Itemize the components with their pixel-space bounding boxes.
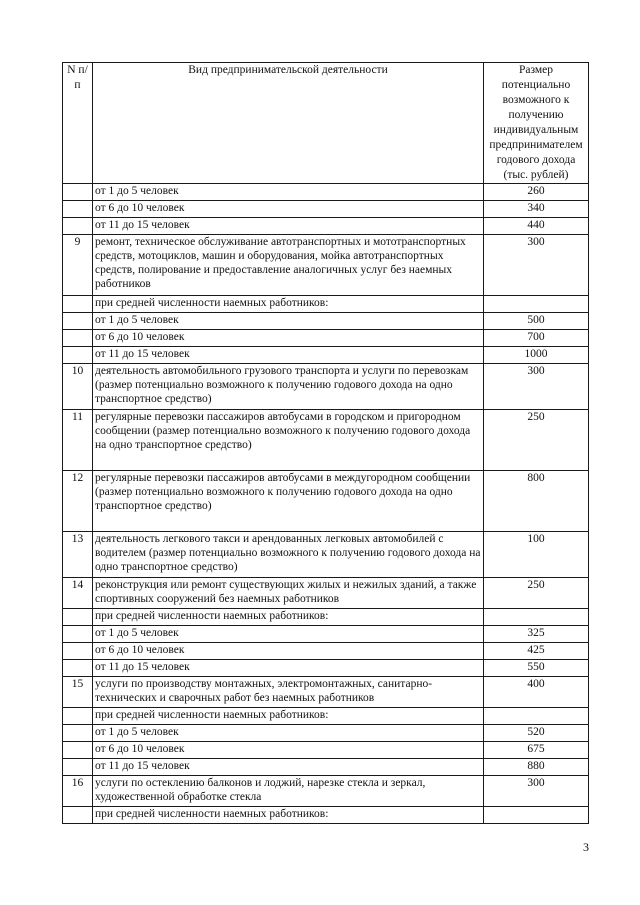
table-row xyxy=(63,660,589,677)
row-activity: от 11 до 15 человек xyxy=(93,759,484,776)
row-number xyxy=(63,347,93,364)
row-activity: от 11 до 15 человек xyxy=(93,347,484,364)
row-activity: от 1 до 5 человек xyxy=(93,626,484,643)
table-row xyxy=(63,725,589,742)
row-activity: при средней численности наемных работников: xyxy=(93,609,484,626)
row-number: 15 xyxy=(63,677,93,708)
table-row xyxy=(63,410,589,471)
table-row xyxy=(63,201,589,218)
row-number xyxy=(63,643,93,660)
row-number: 11 xyxy=(63,410,93,471)
row-number: 13 xyxy=(63,532,93,578)
row-activity: регулярные перевозки пассажиров автобусами в междугородном сообщении (размер потенциально возможного к получению годового дохода на одно транспортное средство) xyxy=(93,471,484,532)
row-activity: регулярные перевозки пассажиров автобусами в городском и пригородном сообщении (размер потенциально возможного к получению годового дохода на одно транспортное средство) xyxy=(93,410,484,471)
row-activity: реконструкция или ремонт существующих жилых и нежилых зданий, а также спортивных сооружений без наемных работников xyxy=(93,578,484,609)
row-number xyxy=(63,609,93,626)
row-income-value: 300 xyxy=(484,776,589,807)
table-row xyxy=(63,296,589,313)
row-activity: деятельность автомобильного грузового транспорта и услуги по перевозкам (размер потенциально возможного к получению годового дохода на одно транспортное средство) xyxy=(93,364,484,410)
row-number: 9 xyxy=(63,235,93,296)
row-income-value: 300 xyxy=(484,364,589,410)
table-row xyxy=(63,609,589,626)
row-income-value xyxy=(484,807,589,824)
table-row xyxy=(63,643,589,660)
table-row xyxy=(63,235,589,296)
row-number xyxy=(63,807,93,824)
row-activity: услуги по производству монтажных, электромонтажных, санитарно-технических и сварочных работ без наемных работников xyxy=(93,677,484,708)
row-income-value xyxy=(484,609,589,626)
header-number: N п/п xyxy=(63,63,93,184)
row-number: 16 xyxy=(63,776,93,807)
row-activity: при средней численности наемных работников: xyxy=(93,807,484,824)
table-body xyxy=(63,184,589,824)
table-row xyxy=(63,759,589,776)
row-number xyxy=(63,626,93,643)
row-number xyxy=(63,725,93,742)
table-row xyxy=(63,708,589,725)
table-row xyxy=(63,184,589,201)
row-income-value: 500 xyxy=(484,313,589,330)
row-activity: ремонт, техническое обслуживание автотранспортных и мототранспортных средств, мотоциклов, машин и оборудования, мойка автотранспортных средств, полирование и предоставление аналогичных услуг без наемных работников xyxy=(93,235,484,296)
row-number xyxy=(63,201,93,218)
table-row xyxy=(63,218,589,235)
row-income-value xyxy=(484,296,589,313)
table-row xyxy=(63,626,589,643)
row-income-value: 325 xyxy=(484,626,589,643)
row-activity: от 6 до 10 человек xyxy=(93,330,484,347)
row-income-value: 700 xyxy=(484,330,589,347)
row-income-value: 675 xyxy=(484,742,589,759)
row-income-value: 880 xyxy=(484,759,589,776)
row-activity: услуги по остеклению балконов и лоджий, нарезке стекла и зеркал, художественной обработке стекла xyxy=(93,776,484,807)
row-income-value: 425 xyxy=(484,643,589,660)
table-header-row xyxy=(63,63,589,184)
table-row xyxy=(63,578,589,609)
table-row xyxy=(63,532,589,578)
row-activity: от 11 до 15 человек xyxy=(93,660,484,677)
row-income-value: 300 xyxy=(484,235,589,296)
row-number xyxy=(63,184,93,201)
row-number: 14 xyxy=(63,578,93,609)
row-income-value xyxy=(484,708,589,725)
row-activity: деятельность легкового такси и арендованных легковых автомобилей с водителем (размер потенциально возможного к получению годового дохода на одно транспортное средство) xyxy=(93,532,484,578)
row-activity: от 1 до 5 человек xyxy=(93,725,484,742)
row-number xyxy=(63,330,93,347)
row-number xyxy=(63,313,93,330)
row-activity: от 11 до 15 человек xyxy=(93,218,484,235)
row-income-value: 800 xyxy=(484,471,589,532)
row-number: 12 xyxy=(63,471,93,532)
row-number xyxy=(63,296,93,313)
row-income-value: 440 xyxy=(484,218,589,235)
table-row xyxy=(63,677,589,708)
row-number xyxy=(63,218,93,235)
row-income-value: 550 xyxy=(484,660,589,677)
row-income-value: 520 xyxy=(484,725,589,742)
table-row xyxy=(63,742,589,759)
table-row xyxy=(63,776,589,807)
table-row xyxy=(63,364,589,410)
row-number xyxy=(63,660,93,677)
row-income-value: 400 xyxy=(484,677,589,708)
table-row xyxy=(63,330,589,347)
income-table xyxy=(62,62,589,824)
header-income-size: Размер потенциально возможного к получению индивидуальным предпринимателем годового дохода (тыс. рублей) xyxy=(484,63,589,184)
row-activity: от 1 до 5 человек xyxy=(93,313,484,330)
row-activity: при средней численности наемных работников: xyxy=(93,708,484,725)
row-income-value: 260 xyxy=(484,184,589,201)
row-income-value: 250 xyxy=(484,578,589,609)
row-activity: от 6 до 10 человек xyxy=(93,643,484,660)
row-number xyxy=(63,742,93,759)
row-activity: при средней численности наемных работников: xyxy=(93,296,484,313)
row-activity: от 1 до 5 человек xyxy=(93,184,484,201)
row-income-value: 1000 xyxy=(484,347,589,364)
row-number xyxy=(63,708,93,725)
table-row xyxy=(63,313,589,330)
row-activity: от 6 до 10 человек xyxy=(93,201,484,218)
page-number: 3 xyxy=(583,840,589,854)
row-number: 10 xyxy=(63,364,93,410)
row-income-value: 100 xyxy=(484,532,589,578)
table-row xyxy=(63,347,589,364)
row-income-value: 340 xyxy=(484,201,589,218)
row-income-value: 250 xyxy=(484,410,589,471)
table-row xyxy=(63,807,589,824)
row-number xyxy=(63,759,93,776)
row-activity: от 6 до 10 человек xyxy=(93,742,484,759)
header-activity: Вид предпринимательской деятельности xyxy=(93,63,484,184)
table-row xyxy=(63,471,589,532)
